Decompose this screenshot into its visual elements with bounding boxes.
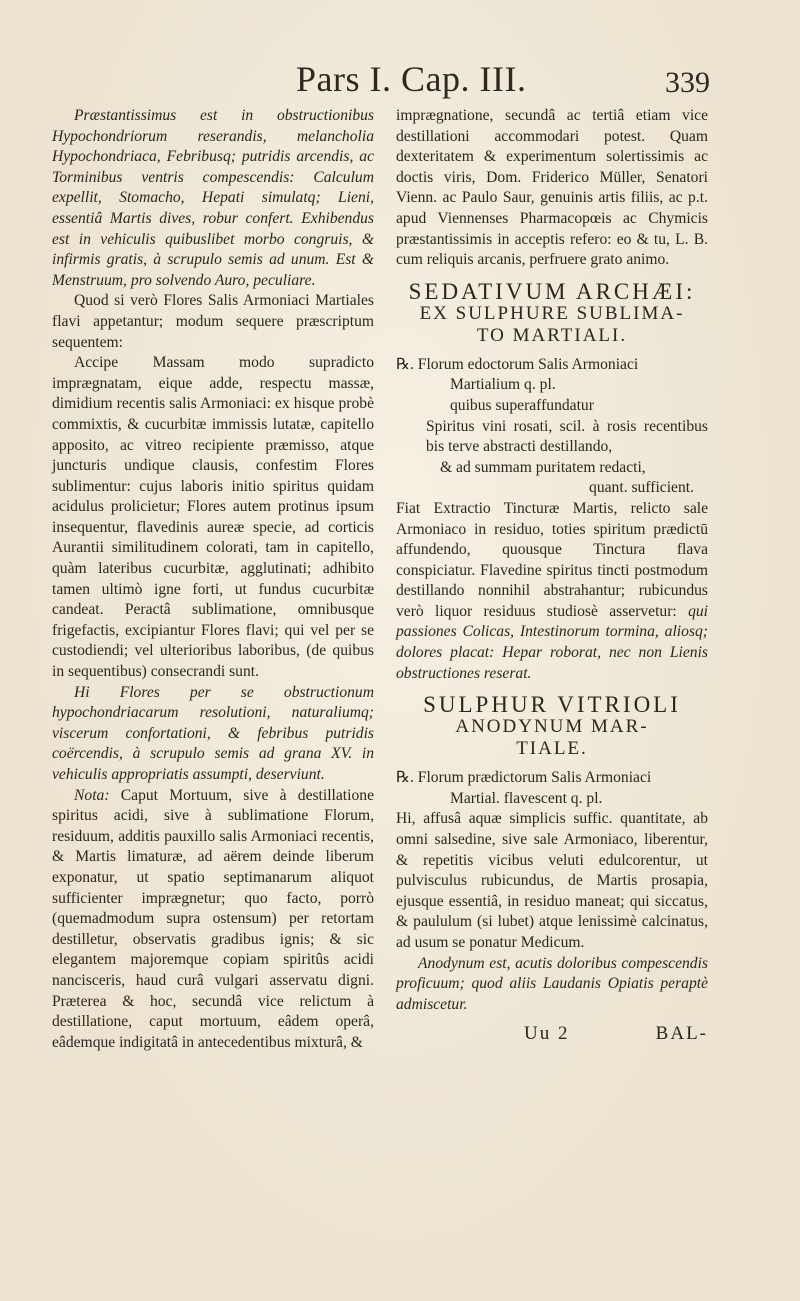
- rx-line: quant. sufficient.: [589, 479, 694, 497]
- recipe-title-line: ANODYNUM MAR-: [455, 716, 649, 738]
- rx-line: ℞. Florum prædictorum Salis Armoniaci: [396, 769, 652, 787]
- tinctura-virtues: qui passiones Colicas, Intestinorum tormina, aliosq; dolores placat: Hepar roborat, nec non Lienis obstructiones reserat.: [396, 602, 708, 682]
- recipe-title-sedativum: [396, 278, 708, 347]
- page-footer: [396, 1023, 708, 1053]
- right-paragraph-2: [396, 499, 708, 684]
- recipe-prescription-2: [396, 768, 708, 809]
- left-paragraph-2: Quod si verò Flores Salis Armoniaci Martiales flavi appetantur; modum sequere præscriptum sequentem:: [52, 292, 374, 351]
- left-paragraph-5: [52, 786, 374, 1054]
- recipe-title-line: TIALE.: [516, 738, 588, 760]
- recipe-prescription-1: [396, 355, 708, 499]
- rx-line: ℞. Florum edoctorum Salis Armoniaci: [396, 355, 639, 373]
- right-paragraph-4: Anodynum est, acutis doloribus compescendis proficuum; quod aliis Laudanis Opiatis peraptè admiscetur.: [396, 954, 708, 1013]
- tinctura-text: Fiat Extractio Tincturæ Martis, relicto sale Armoniaco in residuo, toties spiritum prædictū affundendo, quousque Tinctura flava conspiciatur. Flavedine spiritus tincti postmodum destillando nonnihil abstrahantur; rubicundus verò liquor residuus studiosè asservetur:: [396, 499, 708, 620]
- rx-line: Martialium q. pl.: [450, 376, 556, 394]
- rx-line: Spiritus vini rosati, scil. à rosis recentibus bis terve abstracti destillando,: [426, 417, 708, 456]
- recipe-title-line: SEDATIVUM ARCHÆI:: [408, 278, 696, 304]
- rx-line: Martial. flavescent q. pl.: [450, 789, 603, 807]
- recipe-title-sulphur: [396, 694, 708, 760]
- recipe-title-line: TO MARTIALI.: [476, 324, 628, 346]
- right-paragraph-3: Hi, affusâ aquæ simplicis suffic. quantitate, ab omni salsedine, sive sale Armoniaco, liberentur, & repetitis vicibus veluti edulcorentur, ut pulvisculus rubicundus, de Martis prosapia, ejusque essentiâ, in residuo maneat; qui siccatus, & paululum (si lubet) atque lenissimè calcinatus, ad usum se ponatur Medicum.: [396, 810, 708, 951]
- left-paragraph-4: Hi Flores per se obstructionum hypochondriacarum resolutioni, naturaliumq; viscerum confortationi, & febribus putridis coërcendis, à scrupulo semis ad grana XV. in vehiculis appropriatis assumpti, deserviunt.: [52, 683, 374, 783]
- recipe-title-line: SULPHUR VITRIOLI: [423, 692, 681, 718]
- left-paragraph-1: Præstantissimus est in obstructionibus Hypochondriorum reserandis, melancholia Hypochondriaca, Febribusq; putridis arcendis, ac Torminibus ventris compescendis: Calculum expellit, Stomacho, Hepati simulatq; Lieni, essentiâ Martis dives, robur confert. Exhibendus est in vehiculis quibuslibet morbo congruis, & infirmis gratis, à scrupulo semis ad unum. Est & Menstruum, pro solvendo Auro, peculiare.: [52, 107, 374, 289]
- page-number: 339: [665, 66, 710, 99]
- rx-line: & ad summam puritatem redacti,: [440, 458, 646, 476]
- right-paragraph-1: imprægnatione, secundâ ac tertiâ etiam vice destillationi accommodari potest. Quam dexteritatem & experimentum solertissimis ac doctis viris, Dom. Friderico Müller, Senatori Vienn. ac Paulo Saur, genuinis artis filiis, ac p.t. apud Viennenses Pharmacopœis ac Chymicis præstantissimis in acceptis refero: eo & tu, L. B. cum reliquis arcanis, perfruere grato animo.: [396, 107, 708, 269]
- signature-mark: Uu 2: [524, 1023, 570, 1044]
- right-column: [396, 106, 708, 1015]
- recipe-title-line: EX SULPHURE SUBLIMA-: [419, 302, 685, 324]
- rx-line: quibus superaffundatur: [450, 396, 594, 414]
- page-header: [0, 58, 800, 108]
- catchword: BAL-: [655, 1023, 708, 1044]
- left-column: [52, 106, 374, 1053]
- left-paragraph-3: Accipe Massam modo supradicto imprægnatam, eique adde, respectu massæ, dimidium recentis salis Armoniaci: ex hisque probè commixtis, & cucurbitæ immissis lutatæ, capitello apposito, ac vitreo recipiente præmisso, atque juncturis undique clausis, confestim Flores sublimentur: cujus laboris initio spiritus quidam acidulus prolicietur; Flores autem protinus ipsum insequentur, flavedinis aureæ specie, ad corticis Aurantii similitudinem colorati, tam in capitello, quàm lateribus cucurbitæ, agglutinati; adhibito tamen ultimò igne forti, ut fundus cucurbitæ candeat. Peractâ sublimatione, omnibusque frigefactis, excipiantur Flores flavi; qui vel per se custodiendi; vel ulterioribus laboribus, (de quibus in sequentibus) consecrandi sunt.: [52, 354, 374, 681]
- note-text: Caput Mortuum, sive à destillatione spiritus acidi, sive à sublimatione Florum, residuum, additis pauxillo salis Armoniaci recentis, & Martis limaturæ, ad aërem deinde liberum exponatur, ut spatio septimanarum aliquot sufficienter imprægnetur; quo facto, porrò (quemadmodum supra ostensum) per retortam destilletur, observatis gradibus ignis; & sic elegantem majoremque copiam spiritûs acidi nancisceris, haud curâ vulgari asservatu digni. Præterea & hoc, secundâ vice relictum à destillatione, caput mortuum, eâdem operâ, eâdemque indigitatâ in antecedentibus mixturâ, &: [52, 786, 374, 1051]
- running-title: Pars I. Cap. III.: [296, 59, 527, 99]
- note-label: Nota:: [74, 786, 110, 804]
